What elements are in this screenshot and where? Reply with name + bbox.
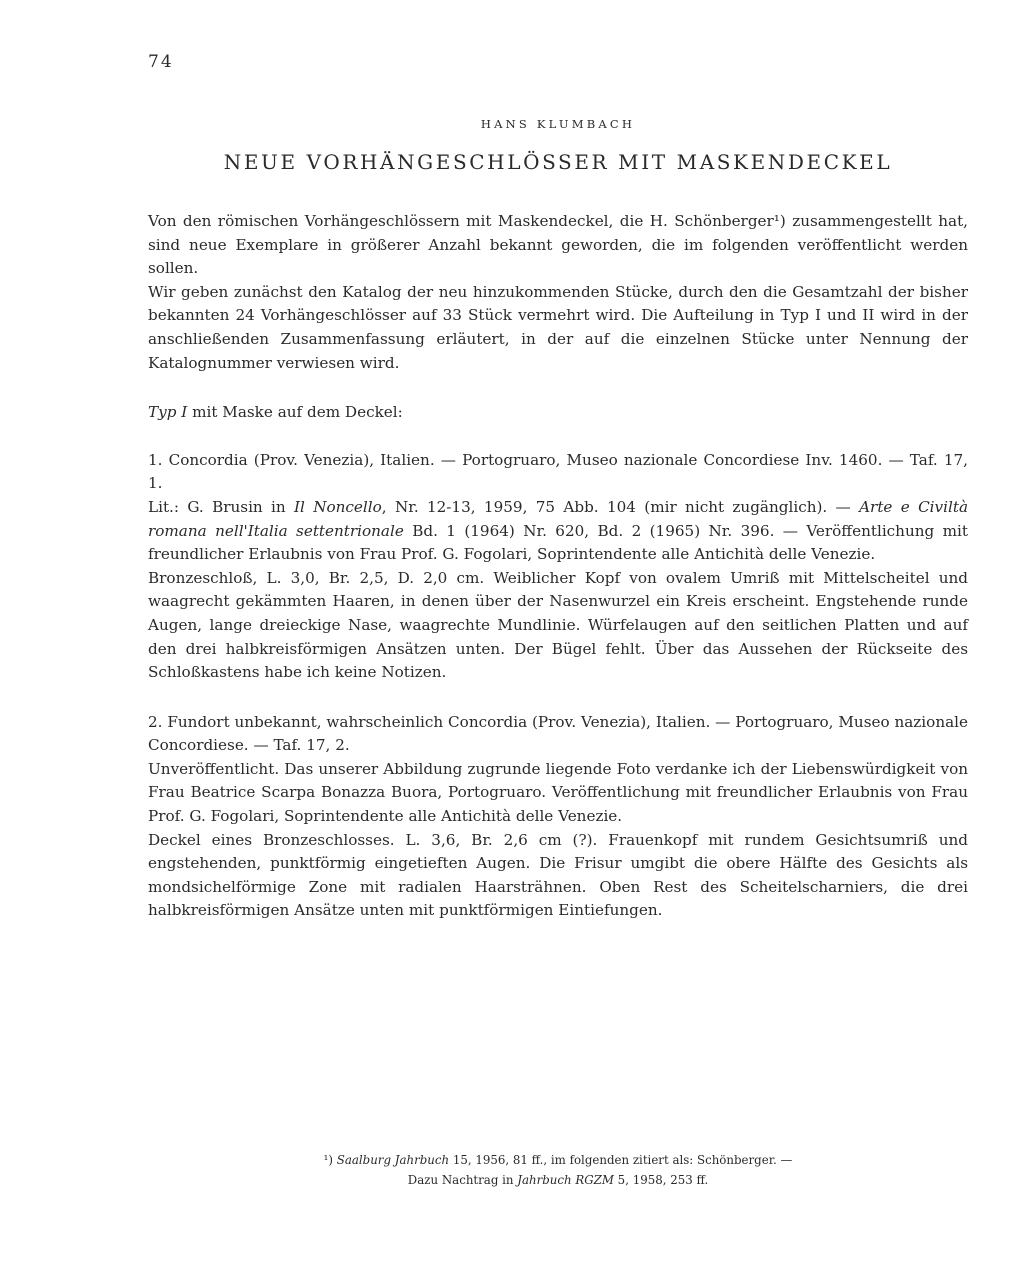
footnote-text: 5, 1958, 253 ff. xyxy=(613,1173,709,1187)
intro-paragraph-1: Von den römischen Vorhängeschlössern mit Maskendeckel, die H. Schönberger¹) zusammengestellt hat, sind neue Exemplare in größerer Anzahl bekannt geworden, die im folgenden veröffentlicht werden sollen. xyxy=(148,212,968,278)
section-heading xyxy=(148,401,968,425)
entry-2-note: Unveröffentlicht. Das unserer Abbildung zugrunde liegende Foto verdanke ich der Liebenswürdigkeit von Frau Beatrice Scarpa Bonazza Buora, Portogruaro. Veröffentlichung mit freundlicher Erlaubnis von Frau Prof. G. Fogolari, Soprintendente alle Antichità delle Venezie. xyxy=(148,759,968,826)
footnote-marker: ¹) xyxy=(323,1153,337,1167)
footnote-line-2 xyxy=(148,1170,968,1190)
section-heading-italic: Typ I xyxy=(148,403,188,422)
footnote-text: 15, 1956, 81 ff., im folgenden zitiert als: Schönberger. — xyxy=(449,1153,793,1167)
lit-journal: Il Noncello xyxy=(294,497,382,516)
footnote-line-1 xyxy=(148,1150,968,1170)
footnote xyxy=(148,1150,968,1190)
lit-book: Arte e Civiltà romana nell'Italia settentrionale xyxy=(148,497,968,540)
footnote-journal: Jahrbuch RGZM xyxy=(517,1173,614,1187)
entry-1-literature xyxy=(148,496,968,567)
article-body xyxy=(148,210,968,923)
lit-text: Bd. 1 (1964) Nr. 620, Bd. 2 (1965) Nr. 396. — Veröffentlichung mit freundlicher Erlaubnis von Frau Prof. G. Fogolari, Soprintendente alle Antichità delle Venezie. xyxy=(148,521,968,564)
entry-1-description: Bronzeschloß, L. 3,0, Br. 2,5, D. 2,0 cm. Weiblicher Kopf von ovalem Umriß mit Mittelscheitel und waagrecht gekämmten Haaren, in denen über der Nasenwurzel ein Kreis erscheint. Engstehende runde Augen, lange dreieckige Nase, waagrechte Mundlinie. Würfelaugen auf den seitlichen Platten und auf den drei halbkreisförmigen Ansätzen unten. Der Bügel fehlt. Über das Aussehen der Rückseite des Schloßkastens habe ich keine Notizen. xyxy=(148,568,968,682)
intro-paragraph-2: Wir geben zunächst den Katalog der neu hinzukommenden Stücke, durch den die Gesamtzahl der bisher bekannten 24 Vorhängeschlösser auf 33 Stück vermehrt wird. Die Aufteilung in Typ I und II wird in der anschließenden Zusammenfassung erläutert, in der auf die einzelnen Stücke unter Nennung der Katalognummer verwiesen wird. xyxy=(148,282,968,372)
section-heading-rest: mit Maske auf dem Deckel: xyxy=(187,403,403,422)
author-name: HANS KLUMBACH xyxy=(480,117,636,131)
entry-2-description: Deckel eines Bronzeschlosses. L. 3,6, Br. 2,6 cm (?). Frauenkopf mit rundem Gesichtsumriß und engstehenden, punktförmig eingetieften Augen. Die Frisur umgibt die obere Hälfte des Gesichts als mondsichelförmige Zone mit radialen Haarsträhnen. Oben Rest des Scheitelscharniers, die drei halbkreisförmigen Ansätze unten mit punktförmigen Eintiefungen. xyxy=(148,830,968,920)
lit-text: Lit.: G. Brusin in xyxy=(148,497,295,516)
entry-1-heading: 1. Concordia (Prov. Venezia), Italien. — Portogruaro, Museo nazionale Concordiese Inv. 1460. — Taf. 17, 1. xyxy=(148,450,968,493)
lit-text: , Nr. 12-13, 1959, 75 Abb. 104 (mir nicht zugänglich). — xyxy=(381,497,860,516)
article-title: NEUE VORHÄNGESCHLÖSSER MIT MASKENDECKEL xyxy=(223,150,893,174)
entry-2-heading: 2. Fundort unbekannt, wahrscheinlich Concordia (Prov. Venezia), Italien. — Portogruaro, Museo nazionale Concordiese. — Taf. 17, 2. xyxy=(148,712,968,755)
footnote-journal: Saalburg Jahrbuch xyxy=(336,1153,450,1167)
footnote-text: Dazu Nachtrag in xyxy=(407,1173,518,1187)
page-number: 74 xyxy=(148,52,174,72)
